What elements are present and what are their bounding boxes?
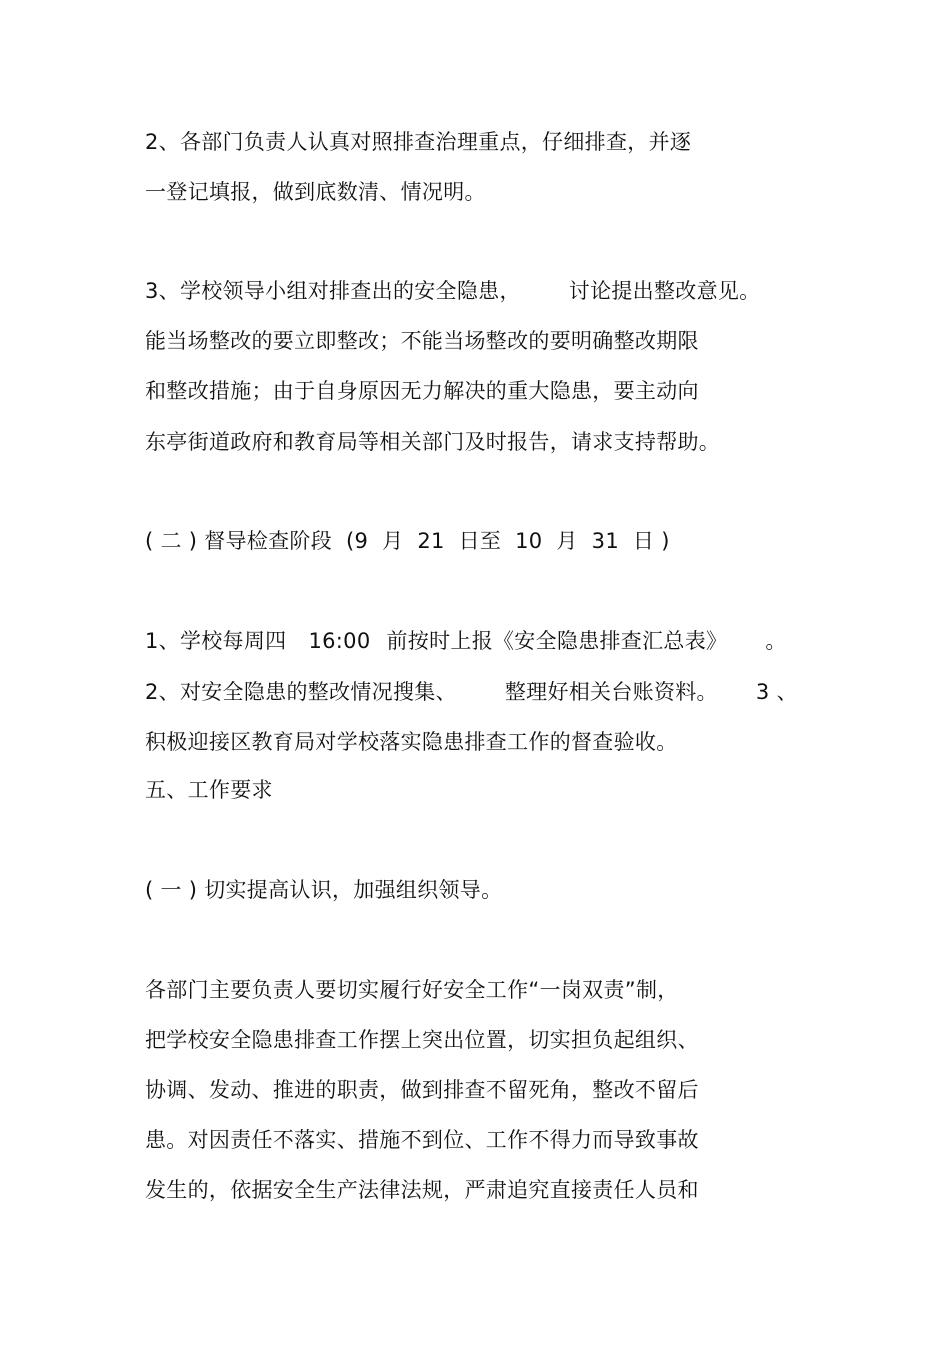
text: 3、学校领导小组对排查出的安全隐患， [145, 279, 521, 303]
paragraph-line [145, 678, 798, 706]
paragraph-line [145, 377, 699, 405]
section-heading [145, 776, 273, 804]
text: 16:00 [308, 629, 371, 653]
text: 患。对因责任不落实、措施不到位、工作不得力而导致事故 [145, 1128, 699, 1152]
paragraph-line [145, 428, 720, 456]
text: 能当场整改的要立即整改；不能当场整改的要明确整改期限 [145, 329, 699, 353]
text: 2、对安全隐患的整改情况搜集、 [145, 680, 457, 704]
text: 和整改措施；由于自身原因无力解决的重大隐患，要主动向 [145, 379, 699, 403]
text: 把学校安全隐患排查工作摆上突出位置，切实担负起组织、 [145, 1028, 699, 1052]
text: ( 二 ) 督导检查阶段 (9 月 21 日至 10 月 31 日 ) [145, 529, 670, 553]
paragraph-line [145, 1176, 699, 1204]
text: 。 [765, 629, 787, 653]
text: 整理好相关台账资料。 [504, 680, 718, 704]
subsection-heading [145, 876, 502, 904]
paragraph-line [145, 327, 699, 355]
paragraph-line [145, 728, 678, 756]
text: 前按时上报《安全隐患排查汇总表》 [386, 629, 728, 653]
paragraph-line [145, 976, 679, 1004]
paragraph-line [145, 1076, 699, 1104]
paragraph-line [145, 1126, 699, 1154]
paragraph-line [145, 627, 787, 655]
text: 一登记填报，做到底数清、情况明。 [145, 180, 486, 204]
text: ( 一 ) 切实提高认识，加强组织领导。 [145, 878, 503, 902]
text: 发生的，依据安全生产法律法规，严肃追究直接责任人员和 [145, 1178, 699, 1202]
text: 2、各部门负责人认真对照排查治理重点，仔细排查，并逐 [145, 130, 692, 154]
paragraph-line [145, 277, 760, 305]
text: 讨论提出整改意见。 [568, 279, 761, 303]
text: 各部门主要负责人要切实履行好安全工作“一岗双责”制， [145, 978, 679, 1002]
text: 1、学校每周四 [145, 629, 287, 653]
text: 积极迎接区教育局对学校落实隐患排查工作的督查验收。 [145, 730, 678, 754]
section-heading [145, 527, 670, 555]
text: 协调、发动、推进的职责，做到排查不留死角，整改不留后 [145, 1078, 699, 1102]
text: 五、工作要求 [145, 778, 273, 802]
paragraph-line [145, 1026, 699, 1054]
text: 东亭街道政府和教育局等相关部门及时报告，请求支持帮助。 [145, 430, 721, 454]
text: 3 、 [755, 680, 798, 704]
paragraph-line [145, 178, 486, 206]
paragraph-line [145, 128, 691, 156]
